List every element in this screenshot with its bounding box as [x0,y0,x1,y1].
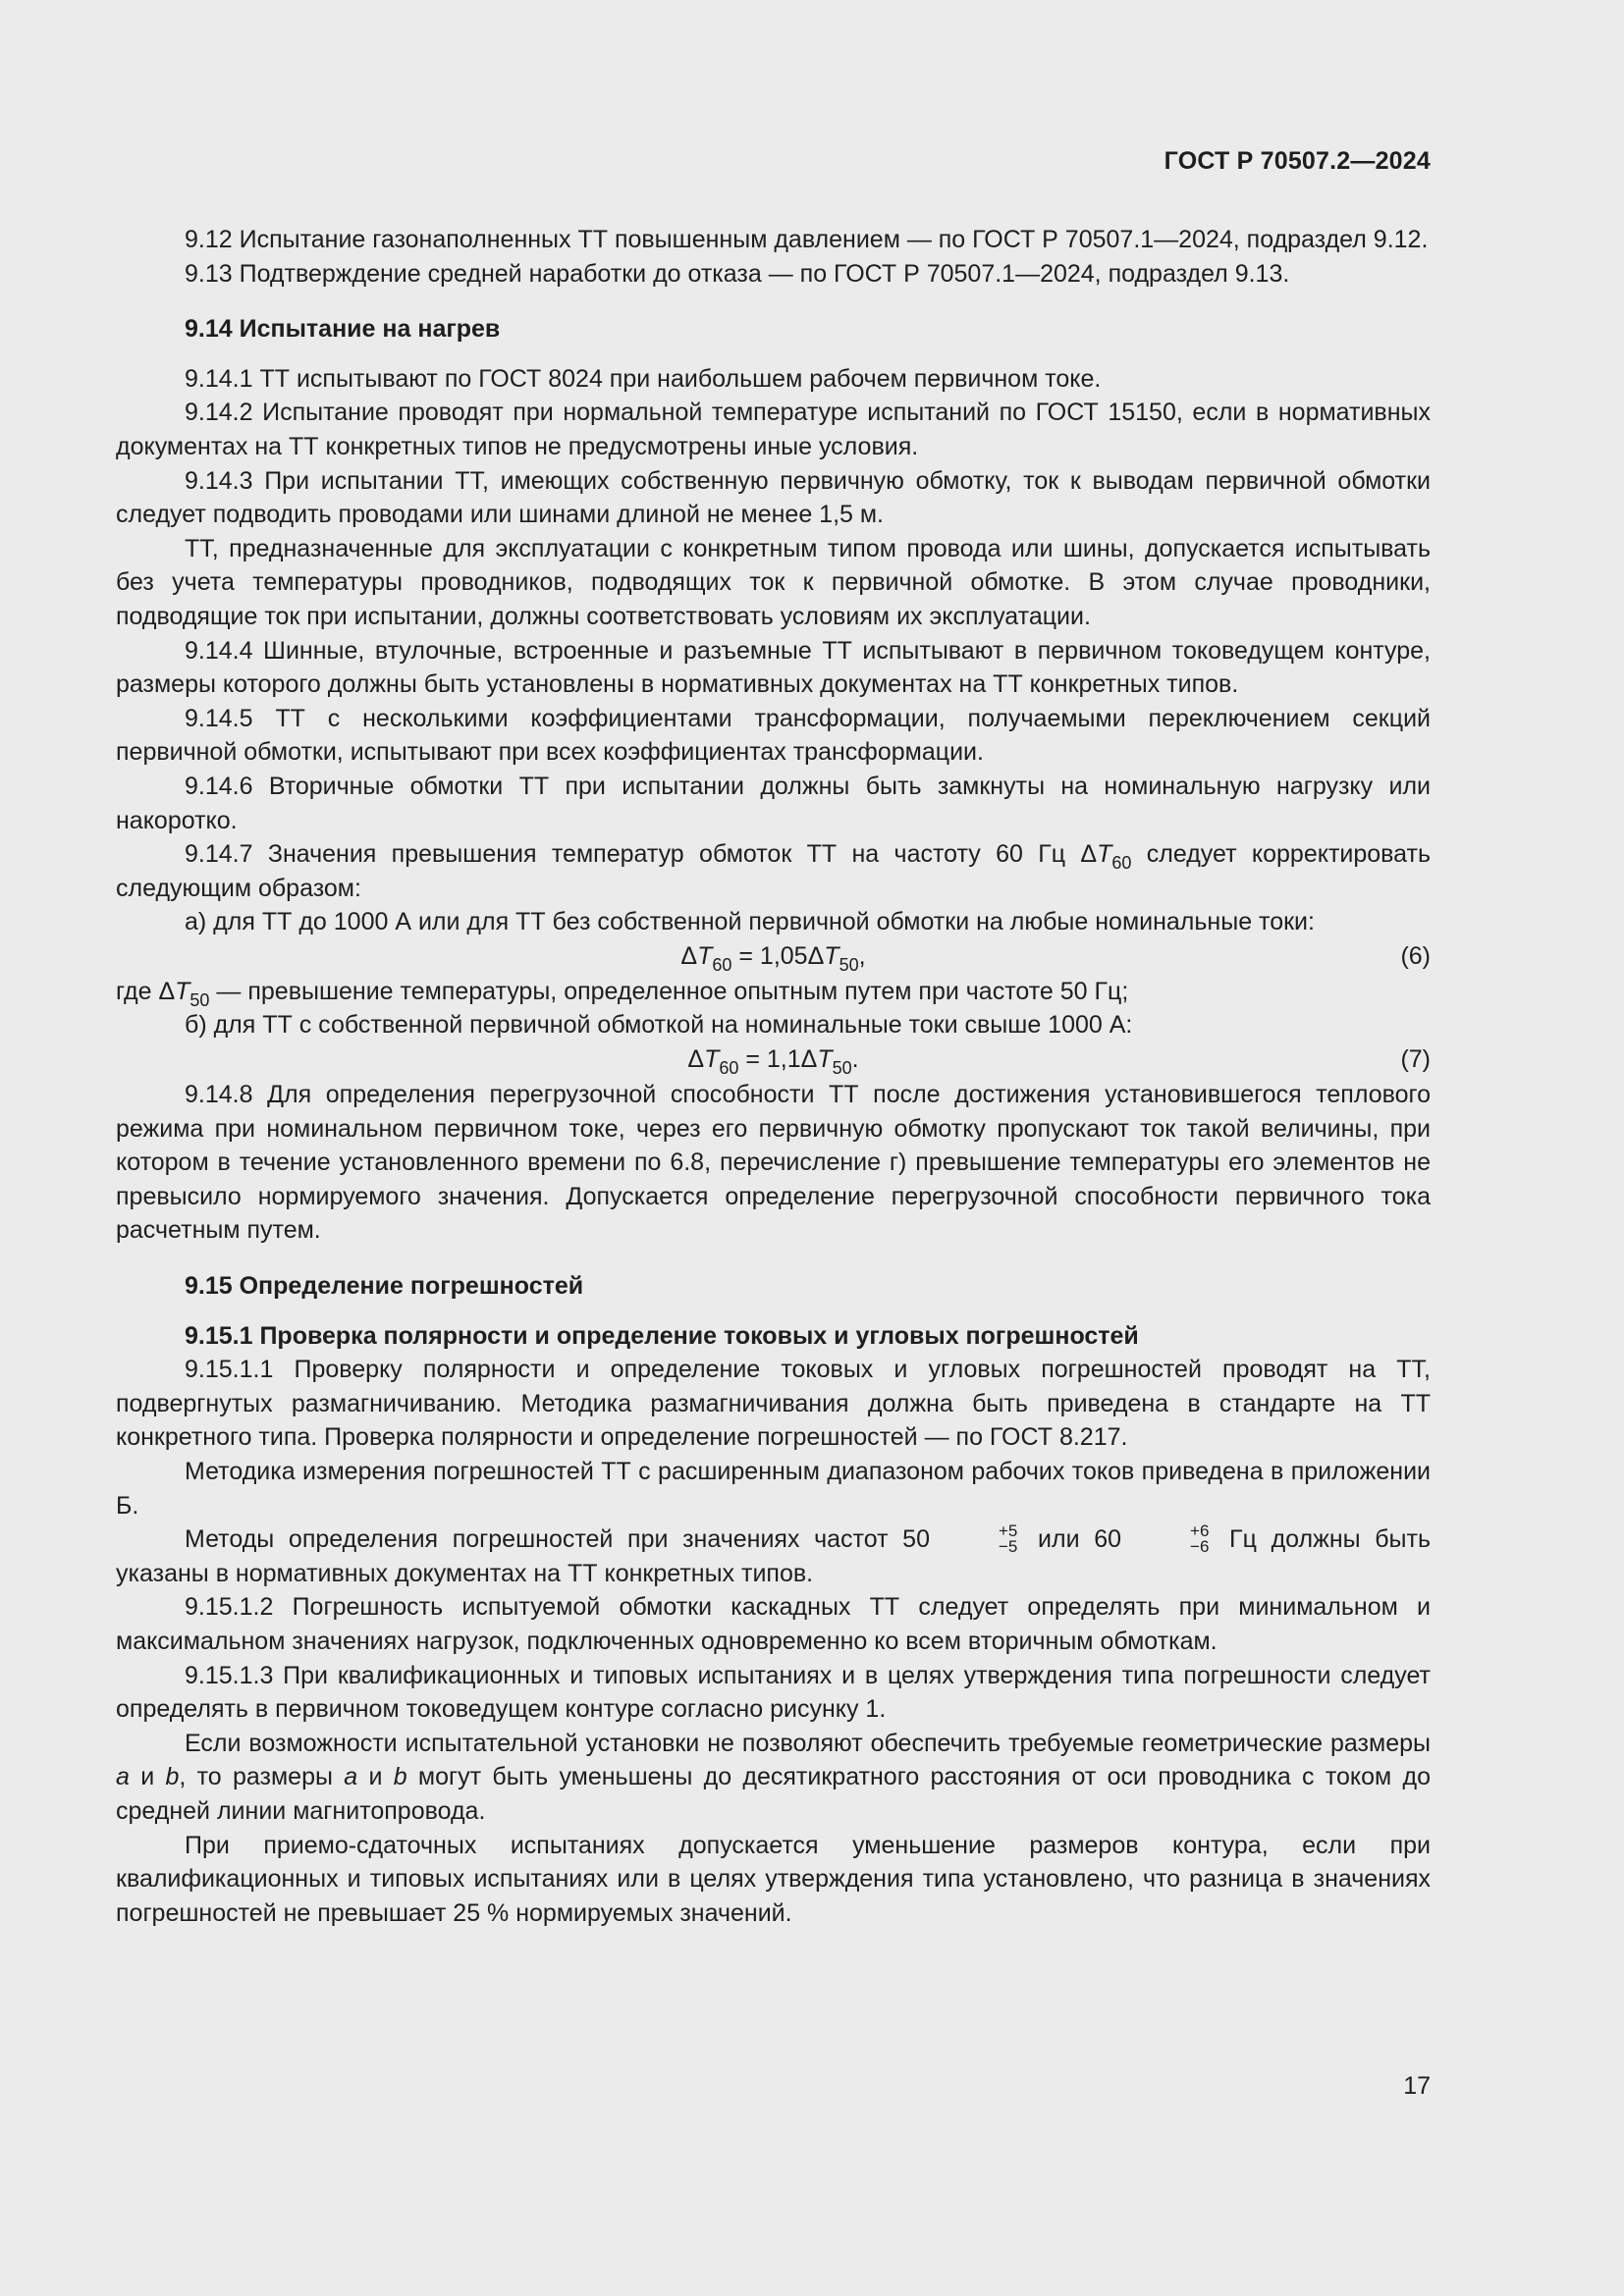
formula-7 [116,1042,1431,1078]
paragraph-9-15-1-2: 9.15.1.2 Погрешность испытуемой обмотки каскадных ТТ следует определять при минимальном и максимальном значениях нагрузок, подключенных одновременно ко всем вторичным обмоткам. [116,1593,1431,1655]
paragraph-9-15-1-1-cont: Методика измерения погрешностей ТТ с расширенным диапазоном рабочих токов приведена в приложении Б. [116,1458,1431,1520]
paragraph-9-13: 9.13 Подтверждение средней наработки до отказа — по ГОСТ Р 70507.1—2024, подраздел 9.13. [185,259,1290,288]
paragraph-9-14-8: 9.14.8 Для определения перегрузочной способности ТТ после достижения установившегося теплового режима при номинальном первичном токе, через его первичную обмотку пропускают ток такой величины, при котором в течение установленного времени по 6.8, перечисление г) превышение температуры его элементов не превысило нормируемого значения. Допускается определение перегрузочной способности первичного тока расчетным путем. [116,1081,1431,1245]
tolerance-50: +5 −5 [998,1521,1018,1556]
paragraph-9-14-3: 9.14.3 При испытании ТТ, имеющих собственную первичную обмотку, ток к выводам первичной обмотки следует подводить проводами или шинами длиной не менее 1,5 м. [116,466,1431,529]
formula-7-body: $\Delta T_{60} = 1,1\Delta T_{50}$. [687,1045,859,1079]
paragraph-9-15-1-1: 9.15.1.1 Проверку полярности и определение токовых и угловых погрешностей проводят на ТТ, подвергнутых размагничиванию. Методика размагничивания должна быть приведена в стандарте на ТТ конкретного типа. Проверка полярности и определение погрешностей — по ГОСТ 8.217. [116,1356,1431,1452]
paragraph-9-14-3-cont: ТТ, предназначенные для эксплуатации с конкретным типом провода или шины, допускается испытывать без учета температуры проводников, подводящих ток к первичной обмотке. В этом случае проводники, подводящие ток при испытании, должны соответствовать условиям их эксплуатации. [116,534,1431,630]
paragraph-9-14-1: 9.14.1 ТТ испытывают по ГОСТ 8024 при наибольшем рабочем первичном токе. [185,364,1102,393]
paragraph-acceptance-tests: При приемо-сдаточных испытаниях допускается уменьшение размеров контура, если при квалификационных и типовых испытаниях или в целях утверждения типа установлено, что разница в значениях погрешностей не превышает 25 % нормируемых значений. [116,1831,1431,1927]
delta-t60-symbol: $\Delta T_{60}$ [1080,840,1132,874]
list-item-a: а) для ТТ до 1000 А или для ТТ без собственной первичной обмотки на любые номинальные токи: [185,908,1315,936]
formula-6 [116,939,1431,975]
paragraph-9-15-1-3: 9.15.1.3 При квалификационных и типовых испытаниях и в целях утверждения типа погрешности следует определять в первичном токоведущем контуре согласно рисунку 1. [116,1661,1431,1724]
heading-9-15-1: 9.15.1 Проверка полярности и определение токовых и угловых погрешностей [185,1321,1139,1350]
formula-6-body: $\Delta T_{60} = 1,05\Delta T_{50}$, [680,941,866,975]
paragraph-9-14-5: 9.14.5 ТТ с несколькими коэффициентами трансформации, получаемыми переключением секций первичной обмотки, испытывают при всех коэффициентах трансформации. [116,704,1431,767]
document-body [116,223,1431,1930]
formula-6-number: (6) [1400,941,1431,970]
paragraph-9-14-6: 9.14.6 Вторичные обмотки ТТ при испытании должны быть замкнуты на номинальную нагрузку или накоротко. [116,772,1431,834]
paragraph-9-14-7: 9.14.7 Значения превышения температур обмоток ТТ на частоту 60 Гц $\Delta T_{60}$ следует корректировать следующим образом: [116,840,1431,902]
paragraph-9-14-2: 9.14.2 Испытание проводят при нормальной температуре испытаний по ГОСТ 15150, если в нормативных документах на ТТ конкретных типов не предусмотрены иные условия. [116,399,1431,460]
formula-7-number: (7) [1400,1045,1431,1074]
formula-6-where: где $\Delta T_{50}$ — превышение температуры, определенное опытным путем при частоте 50 Гц; [116,977,1129,1010]
heading-9-14: 9.14 Испытание на нагрев [185,315,501,344]
document-header: ГОСТ Р 70507.2—2024 [1164,147,1431,175]
paragraph-9-14-4: 9.14.4 Шинные, втулочные, встроенные и разъемные ТТ испытывают в первичном токоведущем контуре, размеры которого должны быть установлены в нормативных документах на ТТ конкретных типов. [116,636,1431,699]
page-number: 17 [1403,2072,1431,2100]
heading-9-15: 9.15 Определение погрешностей [185,1272,584,1301]
paragraph-frequencies: Методы определения погрешностей при значениях частот 50 +5 −5 или 60 +6 −6 Гц должны быть указаны в нормативных документах на ТТ конкретных типов. [116,1521,1432,1587]
paragraph-9-12: 9.12 Испытание газонаполненных ТТ повышенным давлением — по ГОСТ Р 70507.1—2024, подраздел 9.12. [185,226,1429,253]
list-item-b: б) для ТТ с собственной первичной обмоткой на номинальные токи свыше 1000 А: [185,1011,1133,1040]
tolerance-60: +6 −6 [1190,1521,1210,1556]
paragraph-geometry: Если возможности испытательной установки не позволяют обеспечить требуемые геометрические размеры a и b, то размеры a и b могут быть уменьшены до десятикратного расстояния от оси проводника с током до средней линии магнитопровода. [116,1729,1431,1825]
